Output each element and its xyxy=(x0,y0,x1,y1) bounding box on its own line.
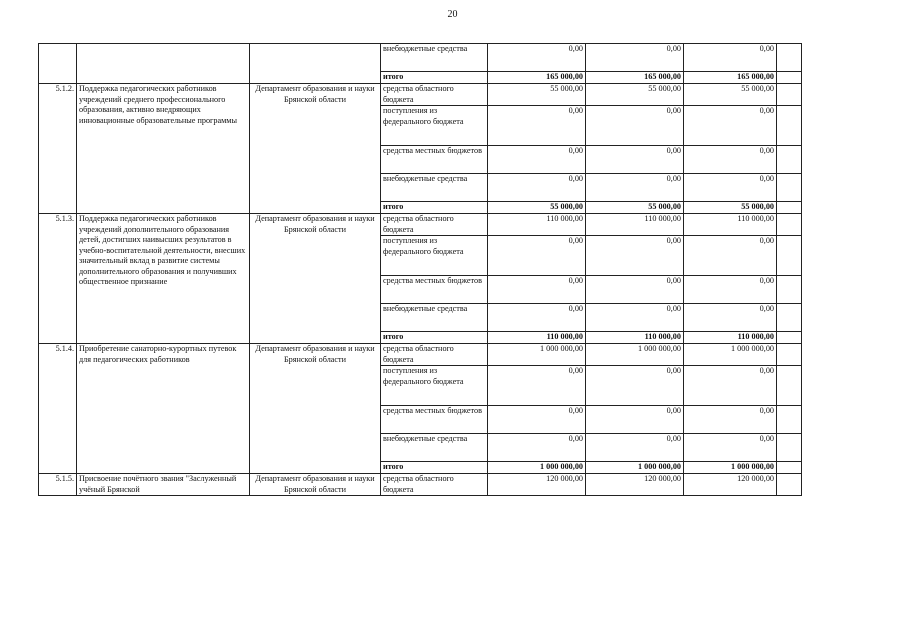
budget-table xyxy=(38,43,802,496)
amount-cell-2: 165 000,00 xyxy=(586,72,684,84)
amount-cell-1: 110 000,00 xyxy=(488,332,586,344)
item-code: 5.1.4. xyxy=(39,344,77,474)
extra-column-cell xyxy=(777,84,802,106)
budget-table-body xyxy=(39,44,802,496)
table-row xyxy=(39,474,802,496)
amount-cell-3: 0,00 xyxy=(684,236,777,276)
amount-cell-2: 0,00 xyxy=(586,366,684,406)
extra-column-cell xyxy=(777,434,802,462)
amount-cell-2: 0,00 xyxy=(586,44,684,72)
amount-cell-2: 0,00 xyxy=(586,434,684,462)
amount-cell-1: 0,00 xyxy=(488,174,586,202)
funding-source-cell: средства областного бюджета xyxy=(381,214,488,236)
amount-cell-2: 0,00 xyxy=(586,276,684,304)
item-department: Департамент образования и науки Брянской области xyxy=(250,84,381,214)
table-row xyxy=(39,344,802,366)
funding-source-cell: внебюджетные средства xyxy=(381,434,488,462)
amount-cell-1: 1 000 000,00 xyxy=(488,462,586,474)
amount-cell-1: 0,00 xyxy=(488,276,586,304)
extra-column-cell xyxy=(777,276,802,304)
extra-column-cell xyxy=(777,366,802,406)
funding-source-cell: средства местных бюджетов xyxy=(381,146,488,174)
item-title: Поддержка педагогических работников учреждений среднего профессионального образования, активно внедряющих инновационные образовательные программы xyxy=(77,84,250,214)
amount-cell-1: 0,00 xyxy=(488,406,586,434)
amount-cell-1: 0,00 xyxy=(488,106,586,146)
funding-source-cell: поступления из федерального бюджета xyxy=(381,366,488,406)
amount-cell-3: 55 000,00 xyxy=(684,202,777,214)
amount-cell-2: 0,00 xyxy=(586,406,684,434)
funding-source-cell: средства местных бюджетов xyxy=(381,276,488,304)
extra-column-cell xyxy=(777,304,802,332)
amount-cell-3: 0,00 xyxy=(684,44,777,72)
amount-cell-1: 165 000,00 xyxy=(488,72,586,84)
funding-source-cell: внебюджетные средства xyxy=(381,44,488,72)
department-cell xyxy=(250,44,381,84)
extra-column-cell xyxy=(777,332,802,344)
item-title-cell xyxy=(77,44,250,84)
amount-cell-3: 0,00 xyxy=(684,366,777,406)
amount-cell-2: 0,00 xyxy=(586,106,684,146)
funding-source-cell: итого xyxy=(381,72,488,84)
extra-column-cell xyxy=(777,202,802,214)
item-code: 5.1.2. xyxy=(39,84,77,214)
page-number: 20 xyxy=(447,9,458,20)
amount-cell-2: 55 000,00 xyxy=(586,202,684,214)
amount-cell-2: 0,00 xyxy=(586,146,684,174)
table-row xyxy=(39,44,802,72)
amount-cell-1: 55 000,00 xyxy=(488,202,586,214)
funding-source-cell: итого xyxy=(381,462,488,474)
amount-cell-3: 110 000,00 xyxy=(684,214,777,236)
funding-source-cell: средства областного бюджета xyxy=(381,474,488,496)
extra-column-cell xyxy=(777,146,802,174)
item-code: 5.1.5. xyxy=(39,474,77,496)
amount-cell-2: 55 000,00 xyxy=(586,84,684,106)
amount-cell-3: 55 000,00 xyxy=(684,84,777,106)
amount-cell-1: 120 000,00 xyxy=(488,474,586,496)
item-code: 5.1.3. xyxy=(39,214,77,344)
amount-cell-3: 0,00 xyxy=(684,406,777,434)
extra-column-cell xyxy=(777,106,802,146)
funding-source-cell: итого xyxy=(381,332,488,344)
table-row xyxy=(39,214,802,236)
amount-cell-2: 0,00 xyxy=(586,174,684,202)
item-code-cell xyxy=(39,44,77,84)
amount-cell-2: 110 000,00 xyxy=(586,214,684,236)
item-title: Поддержка педагогических работников учреждений дополнительного образования детей, достигших наивысших результатов в учебно-воспитательной деятельности, внесших значительный вклад в развитие системы дополнительного образования и получивших общественное признание xyxy=(77,214,250,344)
funding-source-cell: поступления из федерального бюджета xyxy=(381,236,488,276)
extra-column-cell xyxy=(777,236,802,276)
amount-cell-1: 1 000 000,00 xyxy=(488,344,586,366)
amount-cell-1: 0,00 xyxy=(488,434,586,462)
funding-source-cell: средства областного бюджета xyxy=(381,344,488,366)
amount-cell-2: 110 000,00 xyxy=(586,332,684,344)
extra-column-cell xyxy=(777,214,802,236)
funding-source-cell: внебюджетные средства xyxy=(381,304,488,332)
amount-cell-3: 0,00 xyxy=(684,434,777,462)
amount-cell-2: 0,00 xyxy=(586,236,684,276)
amount-cell-2: 0,00 xyxy=(586,304,684,332)
amount-cell-2: 120 000,00 xyxy=(586,474,684,496)
amount-cell-1: 0,00 xyxy=(488,146,586,174)
amount-cell-3: 1 000 000,00 xyxy=(684,344,777,366)
extra-column-cell xyxy=(777,72,802,84)
funding-source-cell: средства местных бюджетов xyxy=(381,406,488,434)
amount-cell-1: 0,00 xyxy=(488,366,586,406)
funding-source-cell: поступления из федерального бюджета xyxy=(381,106,488,146)
extra-column-cell xyxy=(777,174,802,202)
amount-cell-3: 0,00 xyxy=(684,304,777,332)
amount-cell-2: 1 000 000,00 xyxy=(586,462,684,474)
amount-cell-1: 0,00 xyxy=(488,304,586,332)
item-department: Департамент образования и науки Брянской области xyxy=(250,344,381,474)
amount-cell-3: 1 000 000,00 xyxy=(684,462,777,474)
funding-source-cell: итого xyxy=(381,202,488,214)
amount-cell-1: 0,00 xyxy=(488,236,586,276)
amount-cell-3: 165 000,00 xyxy=(684,72,777,84)
extra-column-cell xyxy=(777,474,802,496)
amount-cell-3: 0,00 xyxy=(684,174,777,202)
extra-column-cell xyxy=(777,344,802,366)
amount-cell-3: 0,00 xyxy=(684,146,777,174)
table-row xyxy=(39,84,802,106)
extra-column-cell xyxy=(777,462,802,474)
amount-cell-1: 55 000,00 xyxy=(488,84,586,106)
funding-source-cell: средства областного бюджета xyxy=(381,84,488,106)
item-department: Департамент образования и науки Брянской области xyxy=(250,474,381,496)
funding-source-cell: внебюджетные средства xyxy=(381,174,488,202)
amount-cell-1: 110 000,00 xyxy=(488,214,586,236)
amount-cell-3: 0,00 xyxy=(684,276,777,304)
extra-column-cell xyxy=(777,44,802,72)
amount-cell-3: 110 000,00 xyxy=(684,332,777,344)
amount-cell-3: 120 000,00 xyxy=(684,474,777,496)
amount-cell-1: 0,00 xyxy=(488,44,586,72)
item-department: Департамент образования и науки Брянской области xyxy=(250,214,381,344)
amount-cell-2: 1 000 000,00 xyxy=(586,344,684,366)
item-title: Присвоение почётного звания "Заслуженный учёный Брянской xyxy=(77,474,250,496)
extra-column-cell xyxy=(777,406,802,434)
item-title: Приобретение санаторно-курортных путевок для педагогических работников xyxy=(77,344,250,474)
amount-cell-3: 0,00 xyxy=(684,106,777,146)
